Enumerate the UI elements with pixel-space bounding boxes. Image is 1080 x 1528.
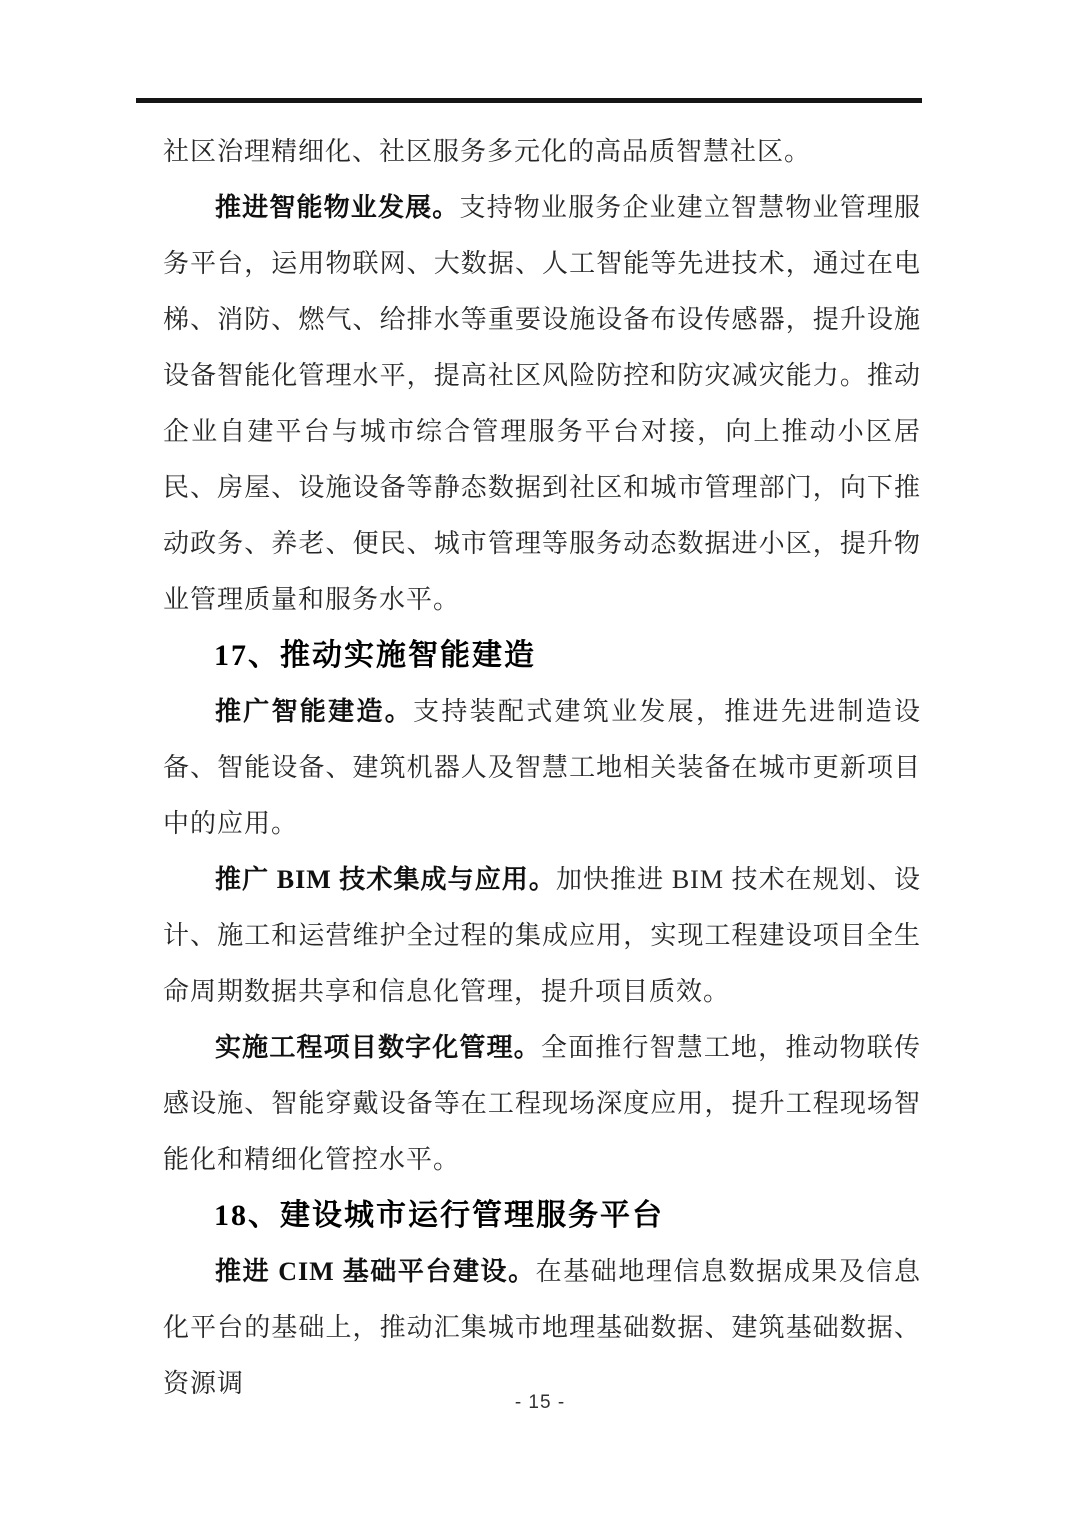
paragraph-smart-property: [163, 180, 921, 628]
paragraph-digital-management: [163, 1020, 921, 1188]
paragraph-cim: [163, 1244, 921, 1412]
paragraph-text: 在基础地理信息数据成果及信息化平台的基础上，推动汇集城市地理基础数据、建筑基础数据、资源调: [163, 1257, 921, 1398]
section-heading-18: [163, 1188, 921, 1244]
paragraph-smart-construction: [163, 684, 921, 852]
paragraph-text: 支持物业服务企业建立智慧物业管理服务平台，运用物联网、大数据、人工智能等先进技术，通过在电梯、消防、燃气、给排水等重要设施设备布设传感器，提升设施设备智能化管理水平，提高社区风险防控和防灾减灾能力。推动企业自建平台与城市综合管理服务平台对接，向上推动小区居民、房屋、设施设备等静态数据到社区和城市管理部门，向下推动政务、养老、便民、城市管理等服务动态数据进小区，提升物业管理质量和服务水平。: [163, 193, 921, 614]
paragraph-lead: 推广 BIM 技术集成与应用。: [215, 865, 556, 894]
paragraph-lead: 推进智能物业发展。: [215, 193, 460, 222]
paragraph-lead: 实施工程项目数字化管理。: [215, 1033, 541, 1062]
paragraph-lead: 推广智能建造。: [215, 697, 414, 726]
paragraph-lead: 推进 CIM 基础平台建设。: [215, 1257, 536, 1286]
paragraph-text: 社区治理精细化、社区服务多元化的高品质智慧社区。: [163, 137, 812, 166]
paragraph-text: 支持装配式建筑业发展，推进先进制造设备、智能设备、建筑机器人及智慧工地相关装备在城市更新项目中的应用。: [163, 697, 921, 838]
paragraph-bim: [163, 852, 921, 1020]
page-number: - 15 -: [514, 1392, 566, 1413]
heading-text: 18、建设城市运行管理服务平台: [214, 1199, 664, 1232]
section-heading-17: [163, 628, 921, 684]
header-rule: [136, 98, 922, 103]
paragraph-continuation: [163, 124, 921, 180]
paragraph-text: 加快推进 BIM 技术在规划、设计、施工和运营维护全过程的集成应用，实现工程建设项目全生命周期数据共享和信息化管理，提升项目质效。: [163, 865, 921, 1006]
paragraph-text: 全面推行智慧工地，推动物联传感设施、智能穿戴设备等在工程现场深度应用，提升工程现场智能化和精细化管控水平。: [163, 1033, 921, 1174]
heading-text: 17、推动实施智能建造: [214, 639, 536, 672]
document-body: [163, 124, 921, 1412]
